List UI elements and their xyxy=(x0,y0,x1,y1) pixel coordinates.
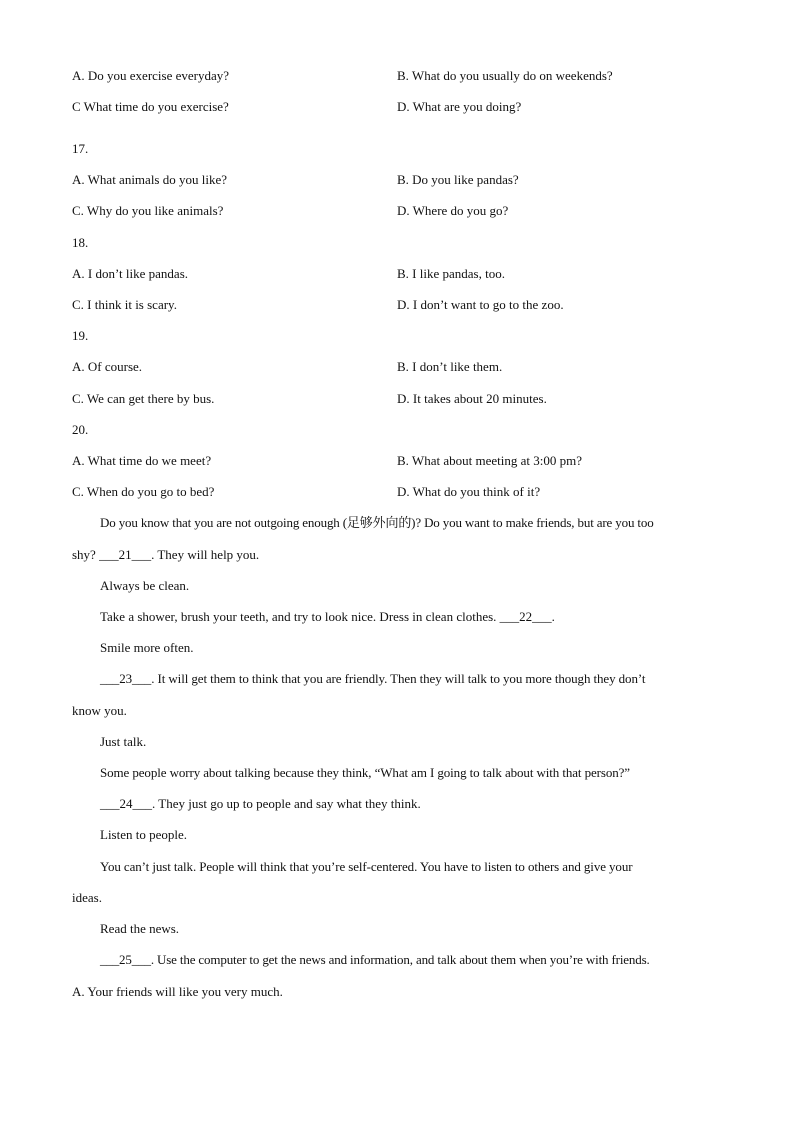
heading-always-be-clean: Always be clean. xyxy=(100,578,190,593)
q17-option-a: A. What animals do you like? xyxy=(72,172,228,187)
q18-number: 18. xyxy=(72,235,89,250)
q17-option-c: C. Why do you like animals? xyxy=(72,203,224,218)
paragraph-listen-cont: ideas. xyxy=(72,890,102,905)
q17-number: 17. xyxy=(72,141,89,156)
q18-option-a: A. I don’t like pandas. xyxy=(72,266,189,281)
paragraph-news: ___25___. Use the computer to get the news and information, and talk about them when you’re with friends. xyxy=(100,952,650,967)
heading-listen: Listen to people. xyxy=(100,827,188,842)
q16-option-b: B. What do you usually do on weekends? xyxy=(397,68,613,83)
q20-option-c: C. When do you go to bed? xyxy=(72,484,215,499)
answer-option-a: A. Your friends will like you very much. xyxy=(72,984,283,999)
q18-option-b: B. I like pandas, too. xyxy=(397,266,505,281)
blank-23: ___23___ xyxy=(100,671,152,686)
q18-option-c: C. I think it is scary. xyxy=(72,297,177,312)
q19-option-b: B. I don’t like them. xyxy=(397,359,503,374)
q19-option-a: A. Of course. xyxy=(72,359,143,374)
q19-option-c: C. We can get there by bus. xyxy=(72,391,215,406)
q17-option-d: D. Where do you go? xyxy=(397,203,509,218)
q16-option-a: A. Do you exercise everyday? xyxy=(72,68,230,83)
q16-option-c: C What time do you exercise? xyxy=(72,99,229,114)
blank-25: ___25___ xyxy=(100,952,151,967)
blank-22: ___22___ xyxy=(499,609,552,624)
q16-option-d: D. What are you doing? xyxy=(397,99,522,114)
passage-intro-cont: shy? ___21___. They will help you. xyxy=(72,547,260,562)
q18-option-d: D. I don’t want to go to the zoo. xyxy=(397,297,564,312)
paragraph-talk-cont: ___24___. They just go up to people and say what they think. xyxy=(100,796,421,811)
heading-read-news: Read the news. xyxy=(100,921,180,936)
q20-option-a: A. What time do we meet? xyxy=(72,453,212,468)
paragraph-smile-cont: know you. xyxy=(72,703,127,718)
paragraph-listen: You can’t just talk. People will think that you’re self-centered. You have to listen to others and give your xyxy=(100,859,633,874)
q20-option-b: B. What about meeting at 3:00 pm? xyxy=(397,453,582,468)
paragraph-smile: ___23___. It will get them to think that you are friendly. Then they will talk to you more though they don’t xyxy=(100,671,646,686)
paragraph-talk: Some people worry about talking because they think, “What am I going to talk about with that person?” xyxy=(100,765,630,780)
passage-intro: Do you know that you are not outgoing enough (足够外向的)? Do you want to make friends, but are you too xyxy=(100,515,654,530)
q17-option-b: B. Do you like pandas? xyxy=(397,172,519,187)
q20-option-d: D. What do you think of it? xyxy=(397,484,541,499)
q19-option-d: D. It takes about 20 minutes. xyxy=(397,391,547,406)
blank-21: ___21___ xyxy=(99,547,152,562)
heading-smile: Smile more often. xyxy=(100,640,194,655)
paragraph-clean: Take a shower, brush your teeth, and try to look nice. Dress in clean clothes. ___22___. xyxy=(100,609,555,624)
heading-just-talk: Just talk. xyxy=(100,734,147,749)
q19-number: 19. xyxy=(72,328,89,343)
q20-number: 20. xyxy=(72,422,89,437)
blank-24: ___24___ xyxy=(100,796,152,811)
